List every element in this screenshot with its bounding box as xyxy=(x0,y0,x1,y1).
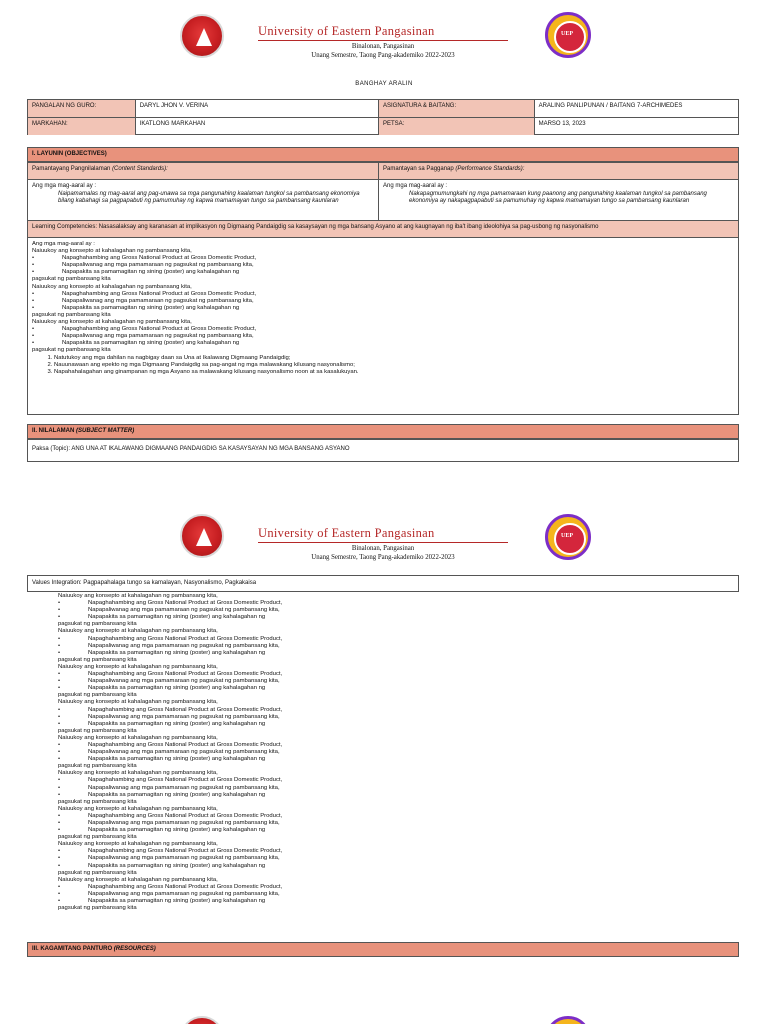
content-standards-label: Pamantayang Pangnilalaman xyxy=(32,166,111,172)
university-seal-logo xyxy=(180,14,224,58)
content-standards-en: (Content Standards): xyxy=(112,166,168,172)
subject-matter-title-en: (SUBJECT MATTER) xyxy=(76,428,135,434)
university-name: University of Eastern Pangasinan xyxy=(258,526,435,540)
numbered-objective: 3. Napahahalagahan ang ginampanan ng mga Asyano sa malawakang kilusang nasyonalismo noon at sa kasalukuyan. xyxy=(54,369,734,376)
quarter-value: IKATLONG MARKAHAN xyxy=(136,118,379,135)
date-value: MARSO 13, 2023 xyxy=(538,121,586,127)
objective-line: Naiuukoy ang konsepto at kahalagahan ng pambansang kita, xyxy=(32,248,192,255)
header-rule xyxy=(258,40,508,41)
objective-line: Naiuukoy ang konsepto at kahalagahan ng pambansang kita, xyxy=(32,283,192,290)
objectives-heading: I. LAYUNIN (OBJECTIVES) xyxy=(27,147,739,162)
performance-standards-en: (Performance Standards): xyxy=(455,166,525,172)
resources-title-en: (RESOURCES) xyxy=(113,946,156,952)
subject-matter-box xyxy=(27,439,739,462)
values-block: Naiuukoy ang konsepto at kahalagahan ng pambansang kita, • Napaghahambing ang Gross National Product at Gross Domestic Product, • Napapaliwanag ang mga pamamaraan ng pagsukat ng pambansang kita, • Napapakita sa pamamagitan ng sining (poster) ang kahalagahan ng pagsukat ng pambansang kita xyxy=(58,805,283,841)
numbered-objective: 2. Nauunawaan ang epekto ng mga Digmaang Pandaigdig sa pag-angat ng mga malawakang kilusang nasyonalismo; xyxy=(54,362,734,369)
resources-heading xyxy=(27,942,739,957)
objectives-body xyxy=(28,238,738,414)
university-name: University of Eastern Pangasinan xyxy=(258,24,435,38)
values-block: Naiuukoy ang konsepto at kahalagahan ng pambansang kita, • Napaghahambing ang Gross National Product at Gross Domestic Product, • Napapaliwanag ang mga pamamaraan ng pagsukat ng pambansang kita, • Napapakita sa pamamagitan ng sining (poster) ang kahalagahan ng pagsukat ng pambansang kita xyxy=(58,841,283,876)
objective-bullet-line: • Napapaliwanag ang mga pamamaraan ng pagsukat ng pambansang kita, xyxy=(32,297,254,304)
header-rule xyxy=(258,542,508,543)
subject-label: ASIGNATURA & BAITANG: xyxy=(379,100,535,117)
objective-block-3 xyxy=(32,319,734,354)
values-block: Naiuukoy ang konsepto at kahalagahan ng pambansang kita, • Napaghahambing ang Gross National Product at Gross Domestic Product, • Napapaliwanag ang mga pamamaraan ng pagsukat ng pambansang kita, • Napapakita sa pamamagitan ng sining (poster) ang kahalagahan ng pagsukat ng pambansang kita xyxy=(58,734,283,770)
values-text: Values Integration: Pagpapahalaga tungo sa kamalayan, Nasyonalismo, Pagkakaisa xyxy=(32,580,257,586)
values-block: Naiuukoy ang konsepto at kahalagahan ng pambansang kita, • Napaghahambing ang Gross National Product at Gross Domestic Product, • Napapaliwanag ang mga pamamaraan ng pagsukat ng pambansang kita, • Napapakita sa pamamagitan ng sining (poster) ang kahalagahan ng pagsukat ng pambansang kita xyxy=(58,663,283,699)
objective-bullet-line: • Napapaliwanag ang mga pamamaraan ng pagsukat ng pambansang kita, xyxy=(32,262,254,269)
numbered-objectives xyxy=(32,355,734,376)
objective-block-1 xyxy=(32,248,734,283)
teacher-value: DARYL JHON V. VERINA xyxy=(136,100,379,117)
performance-standards-header xyxy=(379,163,738,179)
semester-line: Unang Semestre, Taong Pang-akademiko 2022-2023 xyxy=(311,554,455,561)
university-location: Binalonan, Pangasinan xyxy=(351,545,415,552)
performance-standards-intro: Ang mga mag-aaral ay : xyxy=(383,183,448,189)
objectives-intro: Ang mga mag-aaral ay : xyxy=(32,241,95,247)
objective-bullet-line: • Napapakita sa pamamagitan ng sining (poster) ang kahalagahan ng xyxy=(32,269,240,276)
performance-standards-label: Pamantayan sa Pagganap xyxy=(383,166,454,172)
subject-matter-heading xyxy=(27,424,739,439)
values-block: Naiuukoy ang konsepto at kahalagahan ng pambansang kita, • Napaghahambing ang Gross National Product at Gross Domestic Product, • Napapaliwanag ang mga pamamaraan ng pagsukat ng pambansang kita, • Napapakita sa pamamagitan ng sining (poster) ang kahalagahan ng pagsukat ng pambansang kita xyxy=(58,876,283,912)
subject-value: ARALING PANLIPUNAN / BAITANG 7-ARCHIMEDES xyxy=(538,103,683,109)
teacher-label: PANGALAN NG GURO: xyxy=(28,100,136,117)
topic-text: Paksa (Topic): ANG UNA AT IKALAWANG DIGMAANG PANDAIGDIG SA KASAYSAYAN NG MGA BANSANG ASYANO xyxy=(32,446,350,452)
values-block: Naiuukoy ang konsepto at kahalagahan ng pambansang kita, • Napaghahambing ang Gross National Product at Gross Domestic Product, • Napapaliwanag ang mga pamamaraan ng pagsukat ng pambansang kita, • Napapakita sa pamamagitan ng sining (poster) ang kahalagahan ng pagsukat ng pambansang kita xyxy=(58,699,283,734)
university-seal-logo xyxy=(180,1016,224,1024)
objective-bullet-line: • Napapakita sa pamamagitan ng sining (poster) ang kahalagahan ng xyxy=(32,340,240,347)
department-seal-logo xyxy=(545,1016,591,1024)
objective-line: pagsukat ng pambansang kita xyxy=(32,311,111,318)
performance-standards-text: Nakapagmumungkahi ng mga pamamaraan kung paanong ang pangunahing kaalaman tungkol sa pambansang ekonomiya ay nakapagpapabuti sa pamumuhay ng kapwa mamamayan tungo sa pambansang kaunlaran xyxy=(409,190,707,204)
standards-table xyxy=(27,162,739,415)
objective-line: pagsukat ng pambansang kita xyxy=(32,347,111,354)
objective-bullet-line: • Napaghahambing ang Gross National Product at Gross Domestic Product, xyxy=(32,326,257,333)
objective-bullet-line: • Napaghahambing ang Gross National Product at Gross Domestic Product, xyxy=(32,290,257,297)
content-standards-text: Naipamamalas ng mag-aaral ang pag-unawa sa mga pangunahing kaalaman tungkol sa pambansang ekonomiya bilang kabahagi sa pagpapabuti ng pamumuhay ng kapwa mamamayan tungo sa pambansang kaunlaran xyxy=(58,190,360,204)
department-seal-logo xyxy=(545,514,591,560)
university-seal-logo xyxy=(180,514,224,558)
values-block: Naiuukoy ang konsepto at kahalagahan ng pambansang kita, • Napaghahambing ang Gross National Product at Gross Domestic Product, • Napapaliwanag ang mga pamamaraan ng pagsukat ng pambansang kita, • Napapakita sa pamamagitan ng sining (poster) ang kahalagahan ng pagsukat ng pambansang kita xyxy=(58,628,283,663)
performance-standards-cell xyxy=(379,180,738,220)
objective-bullet-line: • Napaghahambing ang Gross National Product at Gross Domestic Product, xyxy=(32,255,257,262)
document-title: BANGHAY ARALIN xyxy=(355,81,413,87)
objective-bullet-line: • Napapaliwanag ang mga pamamaraan ng pagsukat ng pambansang kita, xyxy=(32,333,254,340)
subject-matter-title: II. NILALAMAN xyxy=(32,428,75,434)
objective-line: Naiuukoy ang konsepto at kahalagahan ng pambansang kita, xyxy=(32,319,192,326)
content-standards-intro: Ang mga mag-aaral ay : xyxy=(32,183,97,189)
content-standards-cell xyxy=(28,180,379,220)
content-standards-header xyxy=(28,163,379,179)
learning-competencies: Learning Competencies: Nasasalaksay ang karanasan at implikasyon ng Digmaang Pandaigdig sa kasaysayan ng mga bansang Asyano at ang kaugnayan ng iba't ibang ideolohiya sa pag-usbong ng nasyonalismo xyxy=(32,224,599,230)
values-body xyxy=(58,593,738,912)
objective-block-2 xyxy=(32,284,734,319)
values-box xyxy=(27,575,739,592)
info-table xyxy=(27,99,739,135)
date-label: PETSA: xyxy=(379,118,535,135)
quarter-label: MARKAHAN: xyxy=(28,118,136,135)
semester-line: Unang Semestre, Taong Pang-akademiko 2022-2023 xyxy=(311,52,455,59)
objective-bullet-line: • Napapakita sa pamamagitan ng sining (poster) ang kahalagahan ng xyxy=(32,304,240,311)
resources-title: III. KAGAMITANG PANTURO xyxy=(32,946,113,952)
objective-line: pagsukat ng pambansang kita xyxy=(32,276,111,283)
numbered-objective: 1. Natutukoy ang mga dahilan na nagbigay daan sa Una at Ikalawang Digmaang Pandaigdig; xyxy=(54,355,734,362)
department-seal-logo xyxy=(545,12,591,58)
values-block: Naiuukoy ang konsepto at kahalagahan ng pambansang kita, • Napaghahambing ang Gross National Product at Gross Domestic Product, • Napapaliwanag ang mga pamamaraan ng pagsukat ng pambansang kita, • Napapakita sa pamamagitan ng sining (poster) ang kahalagahan ng pagsukat ng pambansang kita xyxy=(58,593,283,628)
university-location: Binalonan, Pangasinan xyxy=(351,43,415,50)
values-block: Naiuukoy ang konsepto at kahalagahan ng pambansang kita, • Napaghahambing ang Gross National Product at Gross Domestic Product, • Napapaliwanag ang mga pamamaraan ng pagsukat ng pambansang kita, • Napapakita sa pamamagitan ng sining (poster) ang kahalagahan ng pagsukat ng pambansang kita xyxy=(58,770,283,805)
